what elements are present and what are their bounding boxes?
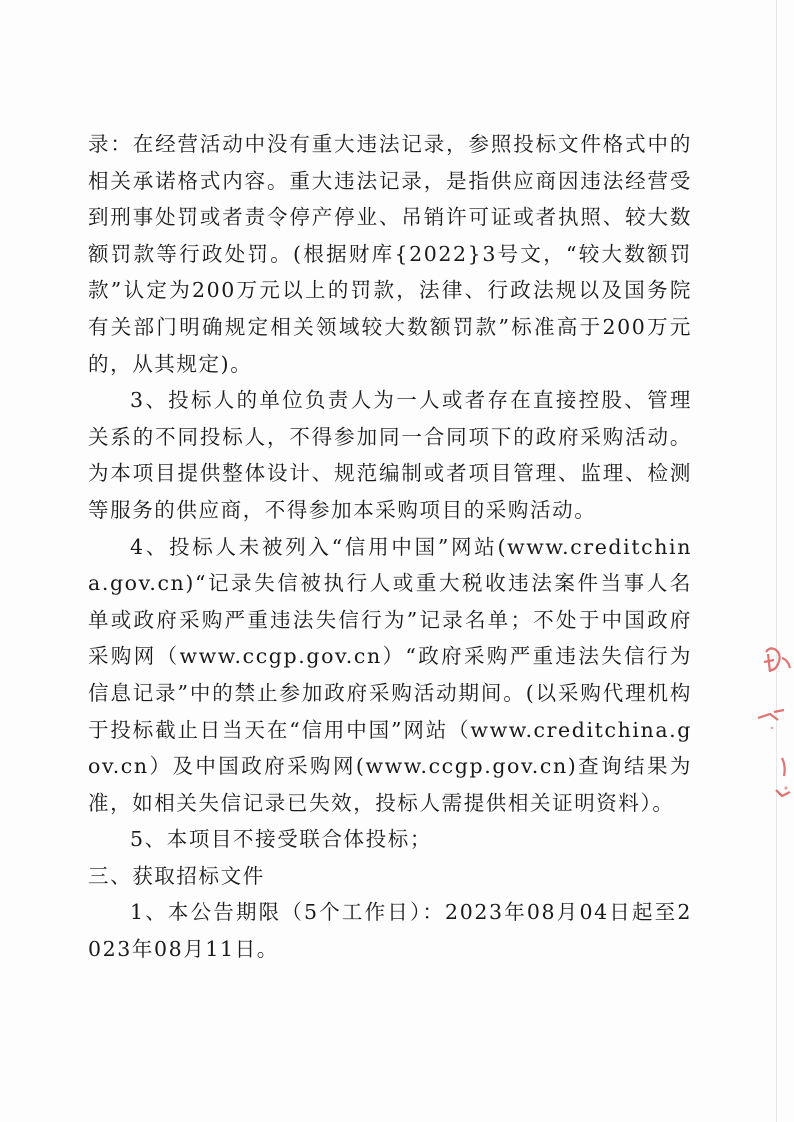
document-body [88, 126, 692, 968]
paragraph-notice-period: 1、本公告期限（5个工作日）：2023年08月04日起至2023年08月11日。 [88, 900, 692, 962]
paragraph-item-5: 5、本项目不接受联合体投标； [130, 827, 432, 852]
paragraph-item-3: 3、投标人的单位负责人为一人或者存在直接控股、管理关系的不同投标人，不得参加同一合同项下的政府采购活动。为本项目提供整体设计、规范编制或者项目管理、监理、检测等服务的供应商，不得参加本采购项目的采购活动。 [88, 388, 692, 522]
section-heading: 三、获取招标文件 [88, 863, 265, 888]
red-seal-partial [752, 640, 794, 815]
paragraph-item-4: 4、投标人未被列入“信用中国”网站(www.creditchina.gov.cn)“记录失信被执行人或重大税收违法案件当事人名单或政府采购严重违法失信行为”记录名单；不处于中国政府采购网（www.ccgp.gov.cn）“政府采购严重违法失信行为信息记录”中的禁止参加政府采购活动期间。(以采购代理机构于投标截止日当天在“信用中国”网站（www.creditchina.gov.cn）及中国政府采购网(www.ccgp.gov.cn)查询结果为准，如相关失信记录已失效，投标人需提供相关证明资料）。 [88, 534, 692, 815]
page-edge-line [776, 0, 777, 1122]
seal-icon [752, 640, 794, 815]
paragraph-major-violation-record: 录：在经营活动中没有重大违法记录，参照投标文件格式中的相关承诺格式内容。重大违法记录，是指供应商因违法经营受到刑事处罚或者责令停产停业、吊销许可证或者执照、较大数额罚款等行政处罚。(根据财库{2022}3号文，“较大数额罚款”认定为200万元以上的罚款，法律、行政法规以及国务院有关部门明确规定相关领域较大数额罚款”标准高于200万元的，从其规定)。 [88, 132, 692, 376]
